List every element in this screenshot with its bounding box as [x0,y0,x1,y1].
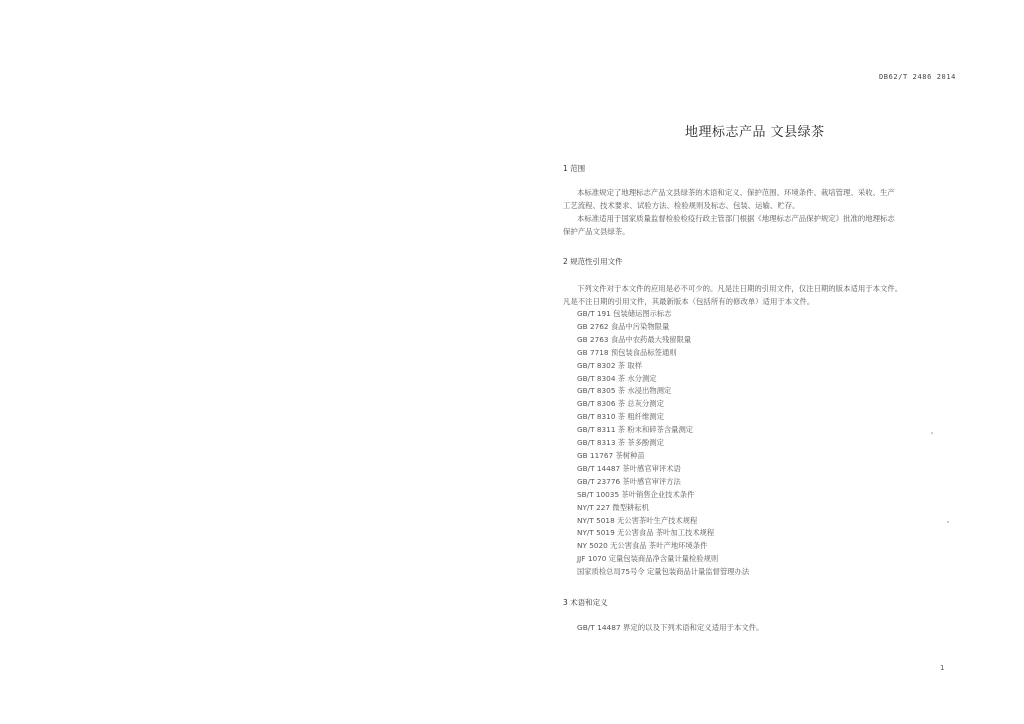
reference-item: GB 7718 预包装食品标签通则 [577,347,677,357]
references-intro-paragraph [563,282,961,308]
reference-item: GB/T 8310 茶 粗纤维测定 [577,412,664,422]
reference-item: GB/T 14487 茶叶感官审评术语 [577,463,681,473]
reference-item: GB 11767 茶树种苗 [577,450,645,460]
document-title: 地理标志产品 文县绿茶 [685,125,825,140]
reference-item: GB/T 8306 茶 总灰分测定 [577,399,664,409]
reference-item: GB/T 23776 茶叶感官审评方法 [577,476,681,486]
text-line: GB/T 14487 界定的以及下列术语和定义适用于本文件。 [577,623,764,632]
reference-item: 国家质检总局75号令 定量包装商品计量监督管理办法 [577,567,750,577]
text-line: 本标准规定了地理标志产品文县绿茶的术语和定义、保护范围、环境条件、栽培管理、采收、生产 [577,188,895,197]
terms-paragraph [563,621,961,634]
reference-item: GB/T 8302 茶 取样 [577,360,642,370]
reference-item: JJF 1070 定量包装商品净含量计量检验规则 [577,554,719,564]
reference-item: GB/T 8304 茶 水分测定 [577,373,657,383]
scope-paragraph [563,186,961,238]
standard-code: DB62/T 2486 2014 [878,73,956,81]
reference-item: GB/T 8311 茶 粉末和碎茶含量测定 [577,425,694,435]
reference-list [577,308,749,579]
reference-item: NY 5020 无公害食品 茶叶产地环境条件 [577,541,708,551]
page-number: 1 [940,664,945,672]
reference-item: GB/T 8305 茶 水浸出物测定 [577,386,672,396]
reference-item: SB/T 10035 茶叶销售企业技术条件 [577,489,695,499]
text-line: 下列文件对于本文件的应用是必不可少的。凡是注日期的引用文件，仅注日期的版本适用于本文件。 [577,284,903,293]
reference-item: GB 2763 食品中农药最大残留限量 [577,334,692,344]
section-heading-scope: 1 范围 [563,164,586,173]
scan-speck [947,521,949,523]
reference-item: NY/T 227 微型耕耘机 [577,502,649,512]
reference-item: GB/T 8313 茶 茶多酚测定 [577,438,664,448]
reference-item: GB/T 191 包装储运图示标志 [577,309,672,318]
text-line: 保护产品文县绿茶。 [563,227,630,236]
text-line: 凡是不注日期的引用文件，其最新版本（包括所有的修改单）适用于本文件。 [563,297,815,306]
reference-item: GB 2762 食品中污染物限量 [577,321,670,331]
text-line: 工艺流程、技术要求、试验方法、检验规则及标志、包装、运输、贮存。 [563,201,800,210]
scan-speck [931,432,933,434]
reference-item: NY/T 5018 无公害茶叶生产技术规程 [577,515,698,525]
reference-item: NY/T 5019 无公害食品 茶叶加工技术规程 [577,528,715,538]
section-heading-terms-definitions: 3 术语和定义 [563,598,608,607]
section-heading-normative-references: 2 规范性引用文件 [563,257,623,266]
text-line: 本标准适用于国家质量监督检验检疫行政主管部门根据《地理标志产品保护规定》批准的地理标志 [577,214,895,223]
